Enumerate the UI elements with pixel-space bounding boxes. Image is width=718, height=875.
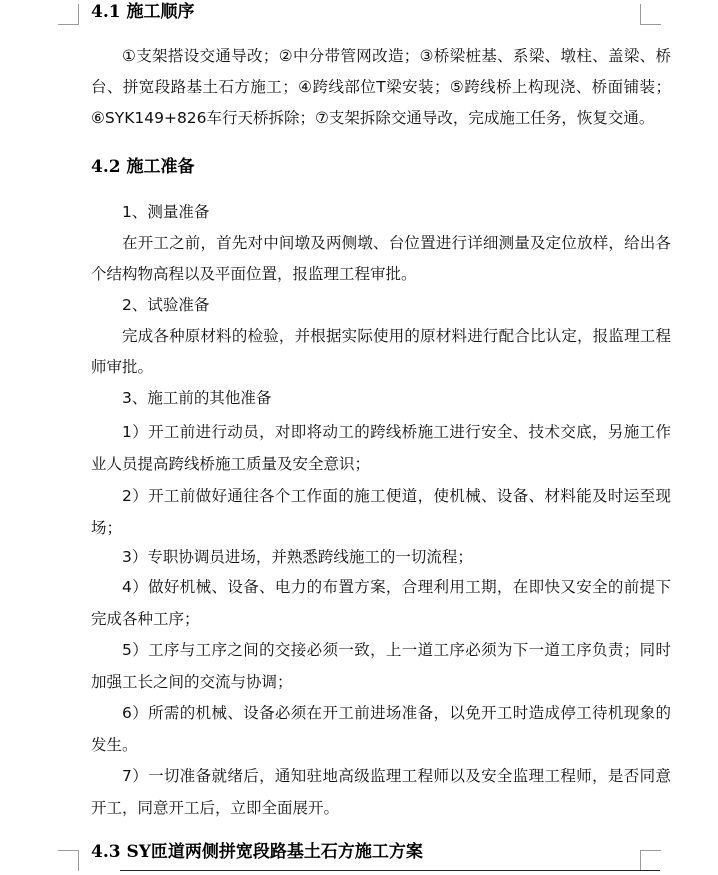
page-corner-mark	[640, 4, 661, 25]
prep-item: 3）专职协调员进场，并熟悉跨线施工的一切流程；	[122, 548, 473, 566]
prep-item: 5）工序与工序之间的交接必须一致，上一道工序必须为下一道工序负责；同时加强工长之间的交流与协调；	[91, 641, 671, 691]
prep-item: 2）开工前做好通往各个工作面的施工便道，使机械、设备、材料能及时运至现场；	[91, 487, 671, 537]
prep-item: 1）开工前进行动员，对即将动工的跨线桥施工进行安全、技术交底，另施工作业人员提高跨线桥施工质量及安全意识；	[91, 423, 671, 473]
other-prep-title: 3、施工前的其他准备	[122, 389, 272, 407]
section-heading-4-3: 4.3 SY匝道两侧拼宽段路基土石方施工方案	[91, 842, 423, 862]
page-corner-mark	[58, 850, 79, 871]
section-heading-4-1: 4.1 施工顺序	[91, 2, 195, 22]
prep-item: 4）做好机械、设备、电力的布置方案，合理利用工期，在即快又安全的前提下完成各种工序；	[91, 578, 671, 628]
survey-prep-paragraph: 在开工之前，首先对中间墩及两侧墩、台位置进行详细测量及定位放样，给出各个结构物高程以及平面位置，报监理工程审批。	[91, 234, 671, 283]
construction-sequence-paragraph: ①支架搭设交通导改；②中分带管网改造；③桥梁桩基、系梁、墩柱、盖梁、桥台、拼宽段路基土石方施工；④跨线部位T梁安装；⑤跨线桥上构现浇、桥面铺装；⑥SYK149+826车行天桥拆除；⑦支架拆除交通导改，完成施工任务，恢复交通。	[91, 47, 671, 127]
test-prep-title: 2、试验准备	[122, 296, 210, 314]
test-prep-paragraph: 完成各种原材料的检验，并根据实际使用的原材料进行配合比认定，报监理工程师审批。	[91, 327, 671, 376]
page-corner-mark	[58, 4, 79, 25]
survey-prep-title: 1、测量准备	[122, 203, 210, 221]
table-top-border	[120, 870, 660, 871]
page-corner-mark	[640, 850, 661, 871]
prep-item: 6）所需的机械、设备必须在开工前进场准备，以免开工时造成停工待机现象的发生。	[91, 704, 671, 754]
prep-item: 7）一切准备就绪后，通知驻地高级监理工程师以及安全监理工程师，是否同意开工，同意开工后，立即全面展开。	[91, 767, 671, 817]
section-heading-4-2: 4.2 施工准备	[91, 157, 195, 177]
